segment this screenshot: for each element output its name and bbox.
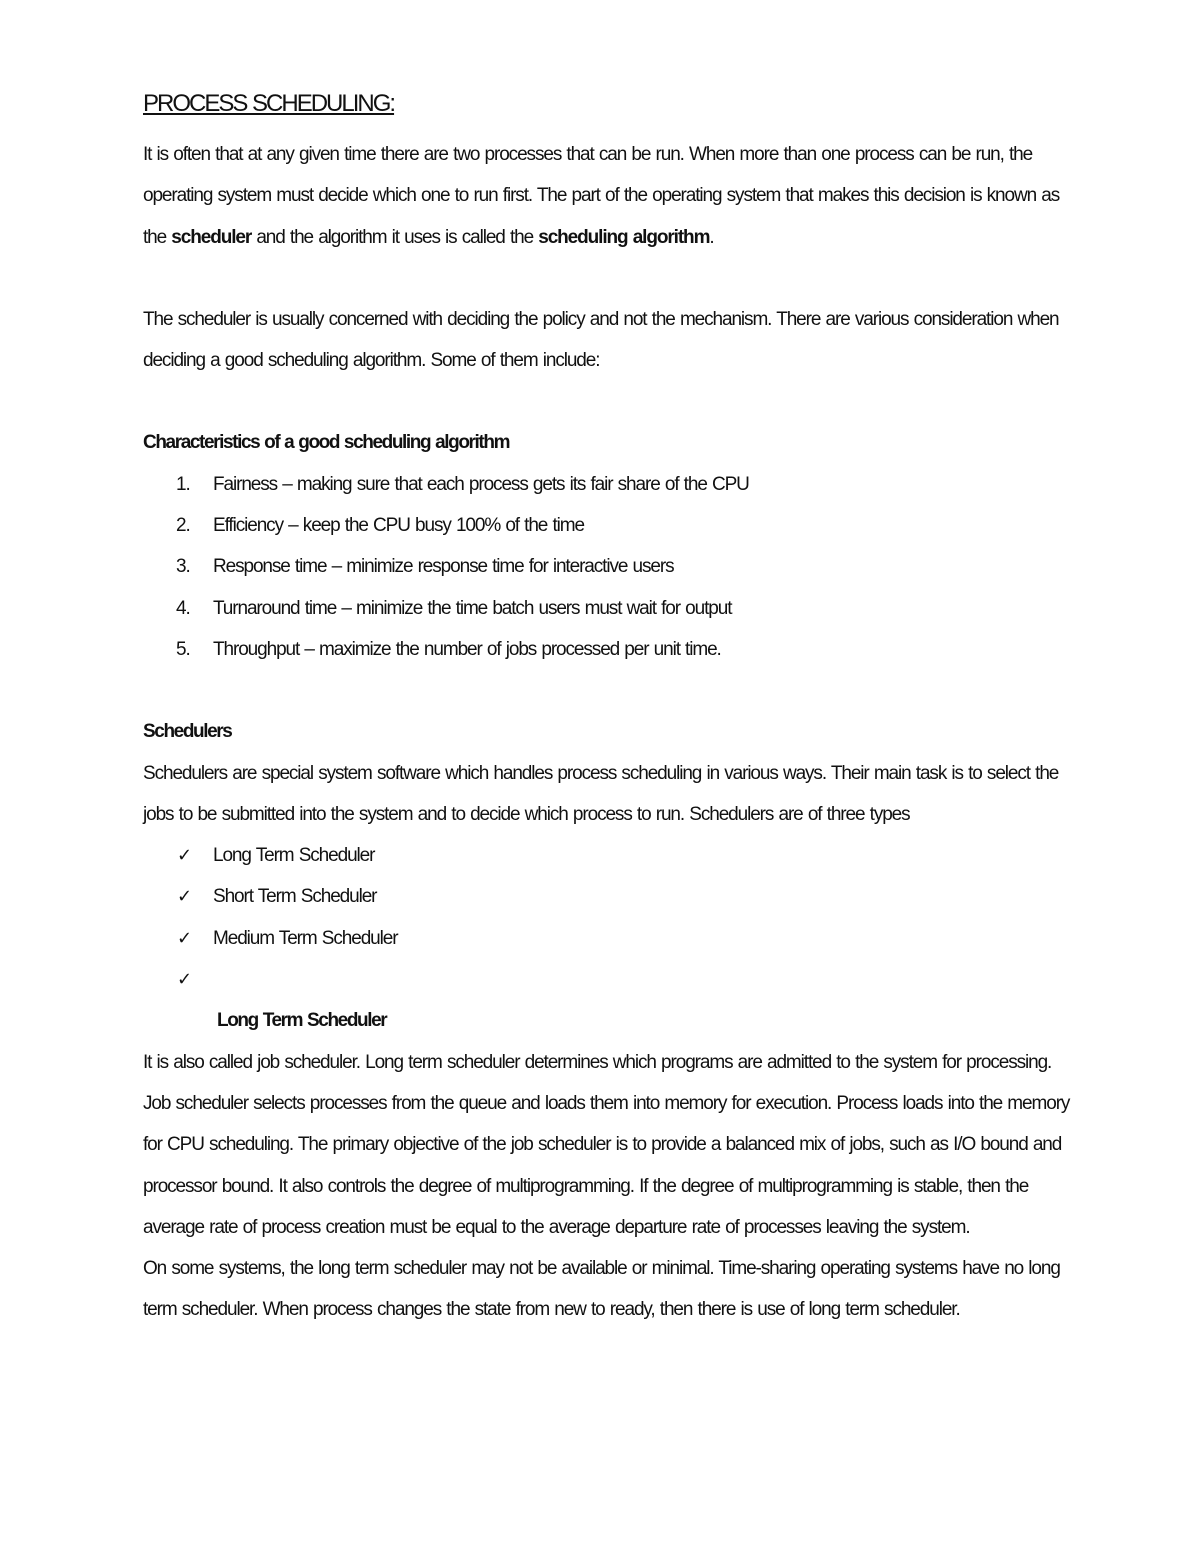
long-term-paragraph-2: On some systems, the long term scheduler may not be available or minimal. Time-sharing operating systems have no long term scheduler. When process changes the state from new to ready, then there is use of long term scheduler. xyxy=(143,1258,1060,1321)
list-item xyxy=(143,588,1073,629)
characteristics-heading: Characteristics of a good scheduling algorithm xyxy=(143,432,510,454)
list-item-number: 2. xyxy=(176,515,190,537)
list-item xyxy=(143,629,1073,670)
long-term-heading: Long Term Scheduler xyxy=(217,1010,387,1032)
list-item-text: Turnaround time – minimize the time batch users must wait for output xyxy=(213,597,732,619)
checkmark-icon: ✓ xyxy=(177,969,193,991)
spacer xyxy=(143,381,1073,422)
list-item-number: 4. xyxy=(176,597,190,619)
list-item xyxy=(143,959,1073,1000)
list-item-number: 5. xyxy=(176,638,190,660)
list-item xyxy=(143,876,1073,917)
intro-text-1: It is often that at any given time there are two processes that can be run. When more than one process can be run, the operating system must decide which one to run first. The part of the operating system that makes this decision is known as the xyxy=(143,144,1060,248)
characteristics-list xyxy=(143,464,1073,670)
list-item xyxy=(143,918,1073,959)
list-item xyxy=(143,505,1073,546)
checkmark-icon: ✓ xyxy=(177,886,193,908)
long-term-paragraph-1: It is also called job scheduler. Long term scheduler determines which programs are admitted to the system for processing. Job scheduler selects processes from the queue and loads them into memory for execution. Process loads into the memory for CPU scheduling. The primary objective of the job scheduler is to provide a balanced mix of jobs, such as I/O bound and processor bound. It also controls the degree of multiprogramming. If the degree of multiprogramming is stable, then the average rate of process creation must be equal to the average departure rate of processes leaving the system. xyxy=(143,1051,1070,1238)
checkmark-icon: ✓ xyxy=(177,927,193,949)
schedulers-heading: Schedulers xyxy=(143,721,232,743)
list-item-number: 3. xyxy=(176,556,190,578)
spacer xyxy=(143,670,1073,711)
list-item-text: Fairness – making sure that each process gets its fair share of the CPU xyxy=(213,473,749,495)
list-item-text: Throughput – maximize the number of jobs processed per unit time. xyxy=(213,638,721,660)
spacer xyxy=(143,258,1073,299)
list-item-number: 1. xyxy=(176,473,190,495)
checkmark-icon: ✓ xyxy=(177,845,193,867)
list-item xyxy=(143,546,1073,587)
list-item-text: Long Term Scheduler xyxy=(213,845,375,867)
intro-paragraph xyxy=(143,134,1073,258)
page-title: PROCESS SCHEDULING: xyxy=(143,90,395,117)
list-item xyxy=(143,464,1073,505)
list-item-text: Response time – minimize response time for interactive users xyxy=(213,556,674,578)
list-item-text: Short Term Scheduler xyxy=(213,886,377,908)
document-body xyxy=(143,84,1073,1331)
list-item-text: Efficiency – keep the CPU busy 100% of the time xyxy=(213,515,584,537)
list-item xyxy=(143,835,1073,876)
intro-text-2: and the algorithm it uses is called the xyxy=(251,226,539,248)
scheduler-types-list xyxy=(143,835,1073,1000)
intro-term-scheduling-algorithm: scheduling algorithm xyxy=(538,226,710,248)
list-item-text: Medium Term Scheduler xyxy=(213,927,398,949)
schedulers-paragraph: Schedulers are special system software which handles process scheduling in various ways. Their main task is to select the jobs to be submitted into the system and to decide which process to run. Schedulers are of three types xyxy=(143,762,1059,825)
intro-text-3: . xyxy=(709,226,714,248)
policy-paragraph: The scheduler is usually concerned with deciding the policy and not the mechanism. There are various consideration when deciding a good scheduling algorithm. Some of them include: xyxy=(143,308,1059,372)
intro-term-scheduler: scheduler xyxy=(171,226,252,248)
